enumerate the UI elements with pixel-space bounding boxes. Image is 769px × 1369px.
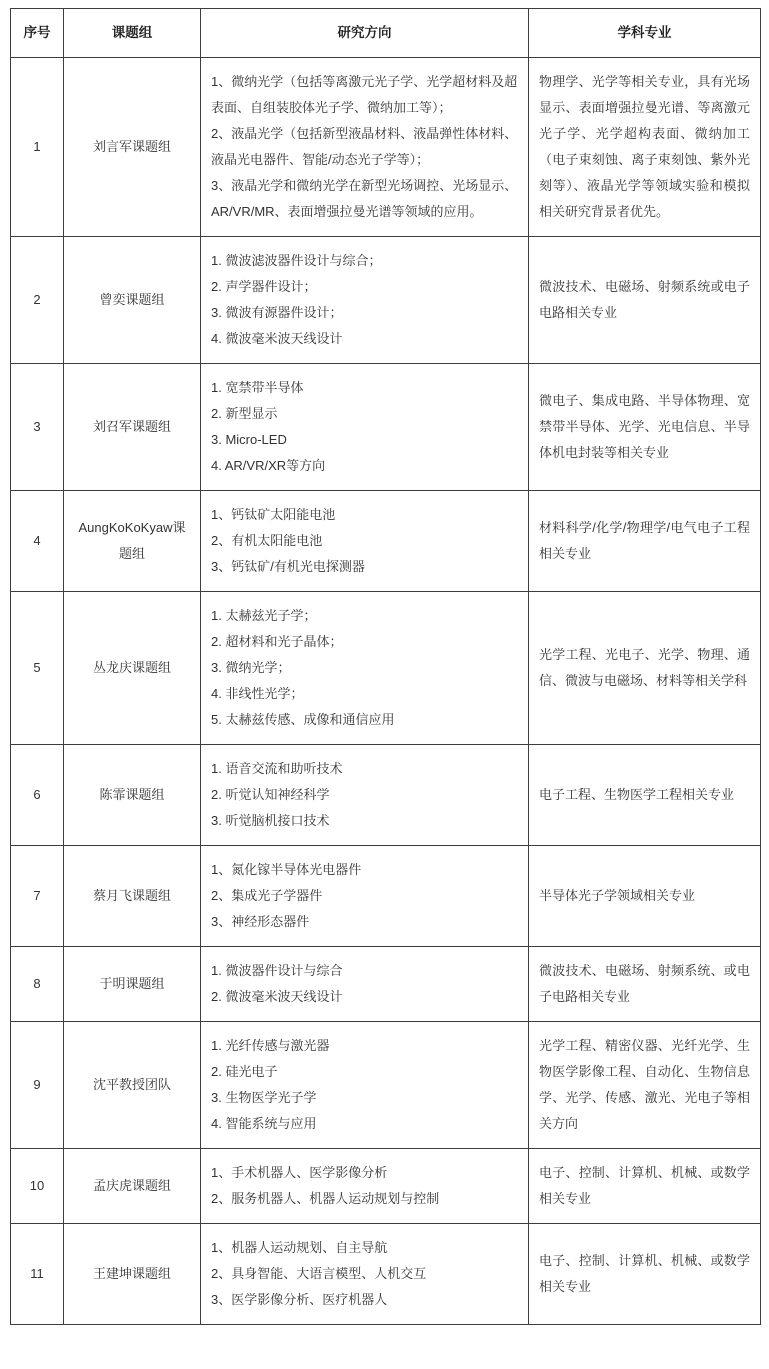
direction-item: 2. 超材料和光子晶体； bbox=[211, 634, 343, 649]
header-cell-directions: 研究方向 bbox=[201, 9, 529, 58]
group-name-cell: AungKoKoKyaw课题组 bbox=[64, 491, 201, 592]
table-row bbox=[11, 1022, 761, 1149]
table-row bbox=[11, 745, 761, 846]
table-row bbox=[11, 364, 761, 491]
direction-item: 2. 声学器件设计； bbox=[211, 279, 317, 294]
direction-item: 1、手术机器人、医学影像分析 bbox=[211, 1165, 388, 1180]
row-number-cell: 4 bbox=[11, 491, 64, 592]
research-directions-cell bbox=[201, 58, 529, 237]
direction-item: 1. 光纤传感与激光器 bbox=[211, 1038, 330, 1053]
direction-item: 1、钙钛矿太阳能电池 bbox=[211, 507, 336, 522]
direction-item: 3、神经形态器件 bbox=[211, 914, 310, 929]
direction-item: 1. 微波滤波器件设计与综合； bbox=[211, 253, 382, 268]
direction-item: 5. 太赫兹传感、成像和通信应用 bbox=[211, 712, 395, 727]
table-row bbox=[11, 58, 761, 237]
majors-cell: 物理学、光学等相关专业，具有光场显示、表面增强拉曼光谱、等离激元光子学、光学超构表面、微纳加工（电子束刻蚀、离子束刻蚀、紫外光刻等）、液晶光学等领域实验和模拟相关研究背景者优先。 bbox=[529, 58, 761, 237]
research-directions-cell bbox=[201, 1149, 529, 1224]
direction-item: 4. 智能系统与应用 bbox=[211, 1116, 317, 1131]
research-directions-cell bbox=[201, 364, 529, 491]
direction-item: 3、医学影像分析、医疗机器人 bbox=[211, 1292, 388, 1307]
table-header bbox=[11, 9, 761, 58]
table-row bbox=[11, 592, 761, 745]
direction-item: 2. 微波毫米波天线设计 bbox=[211, 989, 343, 1004]
research-directions-cell bbox=[201, 745, 529, 846]
group-name-cell: 丛龙庆课题组 bbox=[64, 592, 201, 745]
direction-item: 3、液晶光学和微纳光学在新型光场调控、光场显示、AR/VR/MR、表面增强拉曼光谱等领域的应用。 bbox=[211, 178, 518, 219]
direction-item: 1. 太赫兹光子学； bbox=[211, 608, 317, 623]
majors-cell: 电子工程、生物医学工程相关专业 bbox=[529, 745, 761, 846]
research-directions-cell bbox=[201, 1224, 529, 1325]
research-directions-cell bbox=[201, 592, 529, 745]
row-number-cell: 6 bbox=[11, 745, 64, 846]
group-name-cell: 刘召军课题组 bbox=[64, 364, 201, 491]
majors-cell: 电子、控制、计算机、机械、或数学相关专业 bbox=[529, 1224, 761, 1325]
direction-item: 1、机器人运动规划、自主导航 bbox=[211, 1240, 388, 1255]
majors-cell: 电子、控制、计算机、机械、或数学相关专业 bbox=[529, 1149, 761, 1224]
direction-item: 2、集成光子学器件 bbox=[211, 888, 323, 903]
direction-item: 2、有机太阳能电池 bbox=[211, 533, 323, 548]
group-name-cell: 王建坤课题组 bbox=[64, 1224, 201, 1325]
research-directions-cell bbox=[201, 491, 529, 592]
header-cell-majors: 学科专业 bbox=[529, 9, 761, 58]
direction-item: 2. 新型显示 bbox=[211, 406, 278, 421]
row-number-cell: 7 bbox=[11, 846, 64, 947]
direction-item: 3. 微纳光学； bbox=[211, 660, 291, 675]
table-row bbox=[11, 1149, 761, 1224]
direction-item: 3. 听觉脑机接口技术 bbox=[211, 813, 330, 828]
research-directions-cell bbox=[201, 1022, 529, 1149]
row-number-cell: 11 bbox=[11, 1224, 64, 1325]
row-number-cell: 2 bbox=[11, 237, 64, 364]
direction-item: 1. 微波器件设计与综合 bbox=[211, 963, 343, 978]
row-number-cell: 8 bbox=[11, 947, 64, 1022]
table-row bbox=[11, 947, 761, 1022]
direction-item: 3、钙钛矿/有机光电探测器 bbox=[211, 559, 365, 574]
table-row bbox=[11, 237, 761, 364]
direction-item: 2、服务机器人、机器人运动规划与控制 bbox=[211, 1191, 440, 1206]
direction-item: 3. Micro-LED bbox=[211, 432, 287, 447]
group-name-cell: 蔡月飞课题组 bbox=[64, 846, 201, 947]
row-number-cell: 1 bbox=[11, 58, 64, 237]
group-name-cell: 沈平教授团队 bbox=[64, 1022, 201, 1149]
direction-item: 1、氮化镓半导体光电器件 bbox=[211, 862, 362, 877]
direction-item: 4. AR/VR/XR等方向 bbox=[211, 458, 326, 473]
header-cell-group: 课题组 bbox=[64, 9, 201, 58]
direction-item: 2、液晶光学（包括新型液晶材料、液晶弹性体材料、液晶光电器件、智能/动态光子学等）； bbox=[211, 126, 518, 167]
direction-item: 2、具身智能、大语言模型、人机交互 bbox=[211, 1266, 427, 1281]
direction-item: 3. 微波有源器件设计； bbox=[211, 305, 343, 320]
majors-cell: 微电子、集成电路、半导体物理、宽禁带半导体、光学、光电信息、半导体机电封装等相关专业 bbox=[529, 364, 761, 491]
group-name-cell: 孟庆虎课题组 bbox=[64, 1149, 201, 1224]
group-name-cell: 陈霏课题组 bbox=[64, 745, 201, 846]
row-number-cell: 5 bbox=[11, 592, 64, 745]
research-directions-cell bbox=[201, 237, 529, 364]
table-row bbox=[11, 491, 761, 592]
direction-item: 3. 生物医学光子学 bbox=[211, 1090, 317, 1105]
research-directions-cell bbox=[201, 947, 529, 1022]
direction-item: 1. 语音交流和助听技术 bbox=[211, 761, 343, 776]
research-directions-cell bbox=[201, 846, 529, 947]
group-name-cell: 刘言军课题组 bbox=[64, 58, 201, 237]
majors-cell: 光学工程、光电子、光学、物理、通信、微波与电磁场、材料等相关学科 bbox=[529, 592, 761, 745]
direction-item: 2. 听觉认知神经科学 bbox=[211, 787, 330, 802]
direction-item: 1. 宽禁带半导体 bbox=[211, 380, 304, 395]
direction-item: 1、微纳光学（包括等离激元光子学、光学超材料及超表面、自组装胶体光子学、微纳加工等）； bbox=[211, 74, 518, 115]
group-name-cell: 于明课题组 bbox=[64, 947, 201, 1022]
table-row bbox=[11, 1224, 761, 1325]
majors-cell: 半导体光子学领域相关专业 bbox=[529, 846, 761, 947]
row-number-cell: 3 bbox=[11, 364, 64, 491]
row-number-cell: 10 bbox=[11, 1149, 64, 1224]
majors-cell: 微波技术、电磁场、射频系统、或电子电路相关专业 bbox=[529, 947, 761, 1022]
direction-item: 4. 微波毫米波天线设计 bbox=[211, 331, 343, 346]
header-cell-no: 序号 bbox=[11, 9, 64, 58]
table-row bbox=[11, 846, 761, 947]
recruitment-table bbox=[10, 8, 761, 1325]
direction-item: 4. 非线性光学； bbox=[211, 686, 304, 701]
header-row bbox=[11, 9, 761, 58]
row-number-cell: 9 bbox=[11, 1022, 64, 1149]
direction-item: 2. 硅光电子 bbox=[211, 1064, 278, 1079]
table-body bbox=[11, 58, 761, 1325]
majors-cell: 材料科学/化学/物理学/电气电子工程相关专业 bbox=[529, 491, 761, 592]
group-name-cell: 曾奕课题组 bbox=[64, 237, 201, 364]
majors-cell: 光学工程、精密仪器、光纤光学、生物医学影像工程、自动化、生物信息学、光学、传感、激光、光电子等相关方向 bbox=[529, 1022, 761, 1149]
majors-cell: 微波技术、电磁场、射频系统或电子电路相关专业 bbox=[529, 237, 761, 364]
